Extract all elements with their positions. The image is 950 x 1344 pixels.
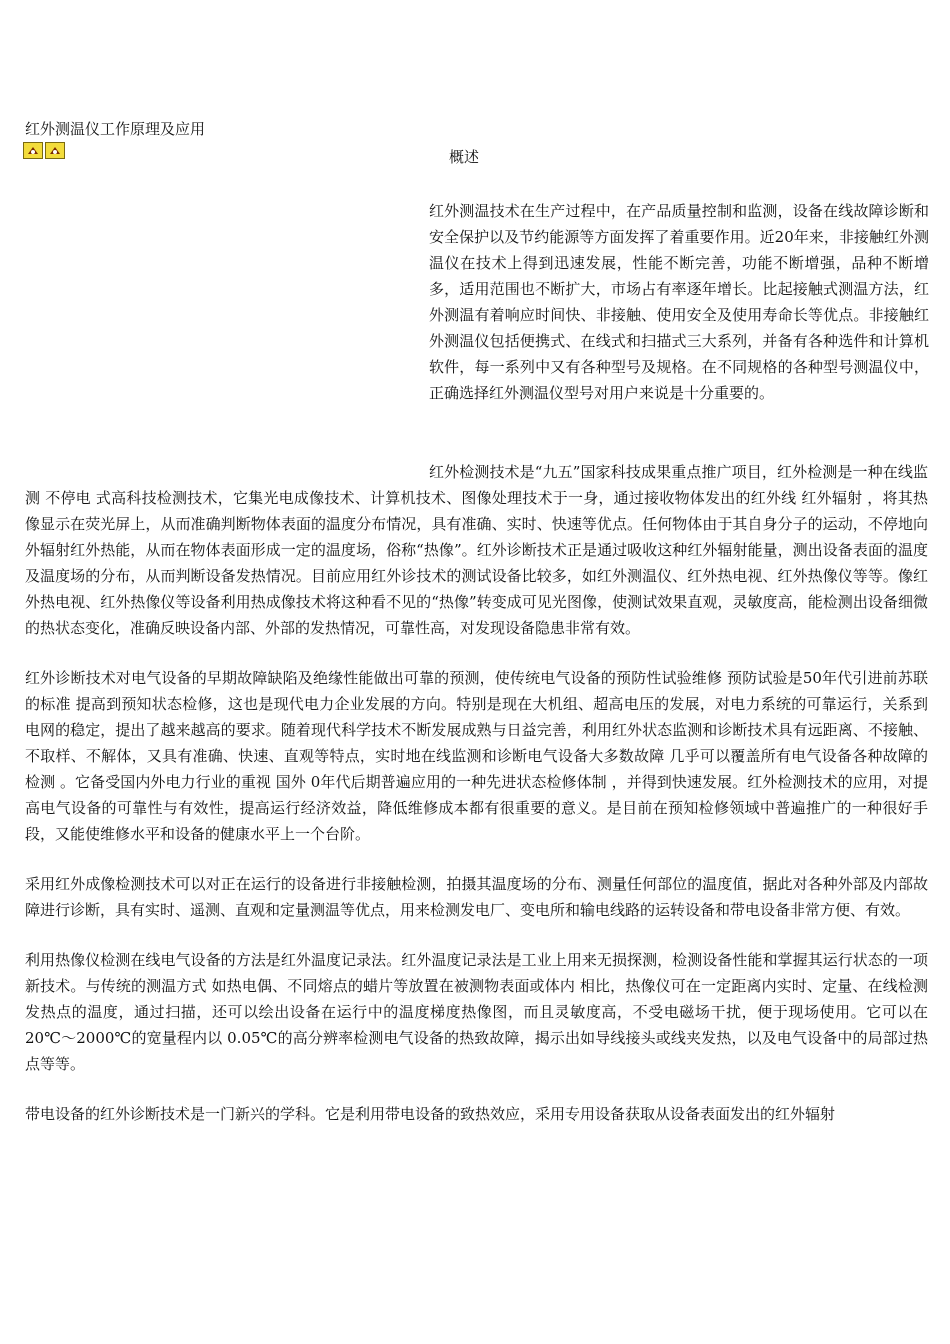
document-link-icon[interactable] <box>23 142 43 159</box>
document-link-icon[interactable] <box>45 142 65 159</box>
body-content <box>25 459 928 1151</box>
body-paragraph: 红外诊断技术对电气设备的早期故障缺陷及绝缘性能做出可靠的预测，使传统电气设备的预防性试验维修 预防试验是50年代引进前苏联的标准 提高到预知状态检修，这也是现代电力企业发展的方向。特别是现在大机组、超高电压的发展，对电力系统的可靠运行，关系到电网的稳定，提出了越来越高的要求。随着现代科学技术不断发展成熟与日益完善，利用红外状态监测和诊断技术具有远距离、不接触、不取样、不解体，又具有准确、快速、直观等特点，实时地在线监测和诊断电气设备大多数故障 几乎可以覆盖所有电气设备各种故障的检测 。它备受国内外电力行业的重视 国外 0年代后期普遍应用的一种先进状态检修体制 ，并得到快速发展。红外检测技术的应用，对提高电气设备的可靠性与有效性，提高运行经济效益，降低维修成本都有很重要的意义。是目前在预知检修领域中普遍推广的一种很好手段，又能使维修水平和设备的健康水平上一个台阶。 <box>25 669 928 843</box>
icon-row <box>23 142 65 159</box>
document-title: 红外测温仪工作原理及应用 <box>25 120 206 138</box>
section-heading: 概述 <box>449 148 480 166</box>
intro-paragraph: 红外测温技术在生产过程中，在产品质量控制和监测，设备在线故障诊断和安全保护以及节约能源等方面发挥了着重要作用。近20年来，非接触红外测温仪在技术上得到迅速发展，性能不断完善，功能不断增强，品种不断增多，适用范围也不断扩大，市场占有率逐年增长。比起接触式测温方法，红外测温有着响应时间快、非接触、使用安全及使用寿命长等优点。非接触红外测温仪包括便携式、在线式和扫描式三大系列，并备有各种选件和计算机软件，每一系列中又有各种型号及规格。在不同规格的各种型号测温仪中，正确选择红外测温仪型号对用户来说是十分重要的。 <box>429 202 929 402</box>
body-paragraph: 红外检测技术是“九五”国家科技成果重点推广项目，红外检测是一种在线监测 不停电 式高科技检测技术，它集光电成像技术、计算机技术、图像处理技术于一身，通过接收物体发出的红外线 红外辐射 ，将其热像显示在荧光屏上，从而准确判断物体表面的温度分布情况，具有准确、实时、快速等优点。任何物体由于其自身分子的运动，不停地向外辐射红外热能，从而在物体表面形成一定的温度场，俗称“热像”。红外诊断技术正是通过吸收这种红外辐射能量，测出设备表面的温度及温度场的分布，从而判断设备发热情况。目前应用红外诊技术的测试设备比较多，如红外测温仪、红外热电视、红外热像仪等等。像红外热电视、红外热像仪等设备利用热成像技术将这种看不见的“热像”转变成可见光图像，使测试效果直观，灵敏度高，能检测出设备细微的热状态变化，准确反映设备内部、外部的发热情况，可靠性高，对发现设备隐患非常有效。 <box>25 463 928 637</box>
body-paragraph: 利用热像仪检测在线电气设备的方法是红外温度记录法。红外温度记录法是工业上用来无损探测，检测设备性能和掌握其运行状态的一项新技术。与传统的测温方式 如热电偶、不同熔点的蜡片等放置在被测物表面或体内 相比，热像仪可在一定距离内实时、定量、在线检测发热点的温度，通过扫描，还可以绘出设备在运行中的温度梯度热像图，而且灵敏度高，不受电磁场干扰，便于现场使用。它可以在 20℃～2000℃的宽量程内以 0.05℃的高分辨率检测电气设备的热致故障，揭示出如导线接头或线夹发热，以及电气设备中的局部过热点等等。 <box>25 951 928 1073</box>
body-paragraph: 带电设备的红外诊断技术是一门新兴的学科。它是利用带电设备的致热效应，采用专用设备获取从设备表面发出的红外辐射 <box>25 1105 836 1123</box>
body-paragraph: 采用红外成像检测技术可以对正在运行的设备进行非接触检测，拍摄其温度场的分布、测量任何部位的温度值，据此对各种外部及内部故障进行诊断，具有实时、遥测、直观和定量测温等优点，用来检测发电厂、变电所和输电线路的运转设备和带电设备非常方便、有效。 <box>25 875 928 919</box>
